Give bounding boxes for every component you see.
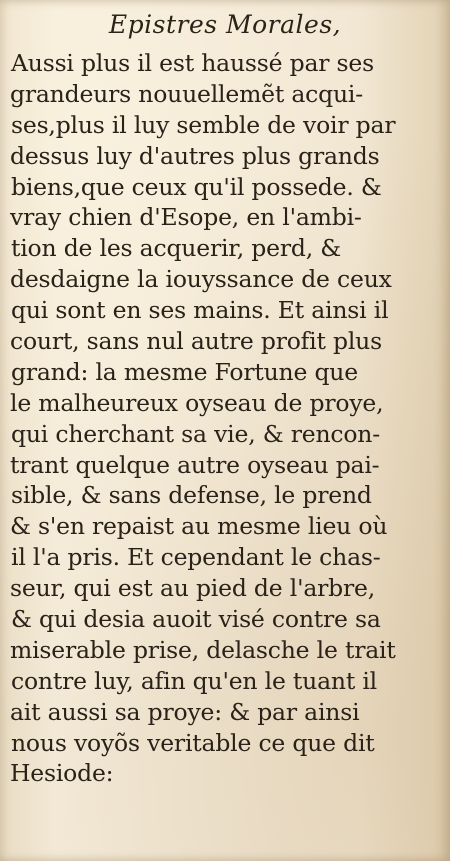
text-line: & s'en repaist au mesme lieu où: [10, 512, 388, 541]
body-text: [10, 48, 410, 789]
text-line: il l'a pris. Et cependant le chas-: [11, 543, 381, 572]
text-line: le malheureux oyseau de proye,: [10, 388, 384, 417]
text-line: qui sont en ses mains. Et ainsi il: [11, 296, 389, 325]
text-line: ses,plus il luy semble de voir par: [11, 110, 396, 139]
text-line: court, sans nul autre profit plus: [10, 327, 382, 356]
text-line: vray chien d'Esope, en l'ambi-: [10, 203, 362, 232]
text-line: contre luy, afin qu'en le tuant il: [11, 666, 377, 695]
text-line: miserable prise, delasche le trait: [10, 635, 396, 664]
text-line: desdaigne la iouyssance de ceux: [10, 265, 392, 294]
text-line: qui cherchant sa vie, & rencon-: [11, 419, 380, 448]
text-line: trant quelque autre oyseau pai-: [10, 450, 380, 479]
text-line: grand: la mesme Fortune que: [11, 357, 358, 386]
text-line: grandeurs nouuellemẽt acqui-: [10, 79, 363, 108]
text-line: biens,que ceux qu'il possede. &: [11, 172, 382, 201]
text-line: & qui desia auoit visé contre sa: [11, 605, 381, 634]
text-line: tion de les acquerir, perd, &: [11, 234, 341, 263]
text-line: sible, & sans defense, le prend: [11, 481, 372, 510]
running-head: Epistres Morales,: [108, 10, 342, 39]
text-line: ait aussi sa proye: & par ainsi: [10, 697, 360, 726]
text-line: seur, qui est au pied de l'arbre,: [10, 574, 376, 603]
text-line: Hesiode:: [10, 759, 114, 788]
text-line: Aussi plus il est haussé par ses: [11, 49, 374, 77]
text-line: nous voyõs veritable ce que dit: [11, 728, 375, 757]
text-line: dessus luy d'autres plus grands: [10, 141, 380, 170]
